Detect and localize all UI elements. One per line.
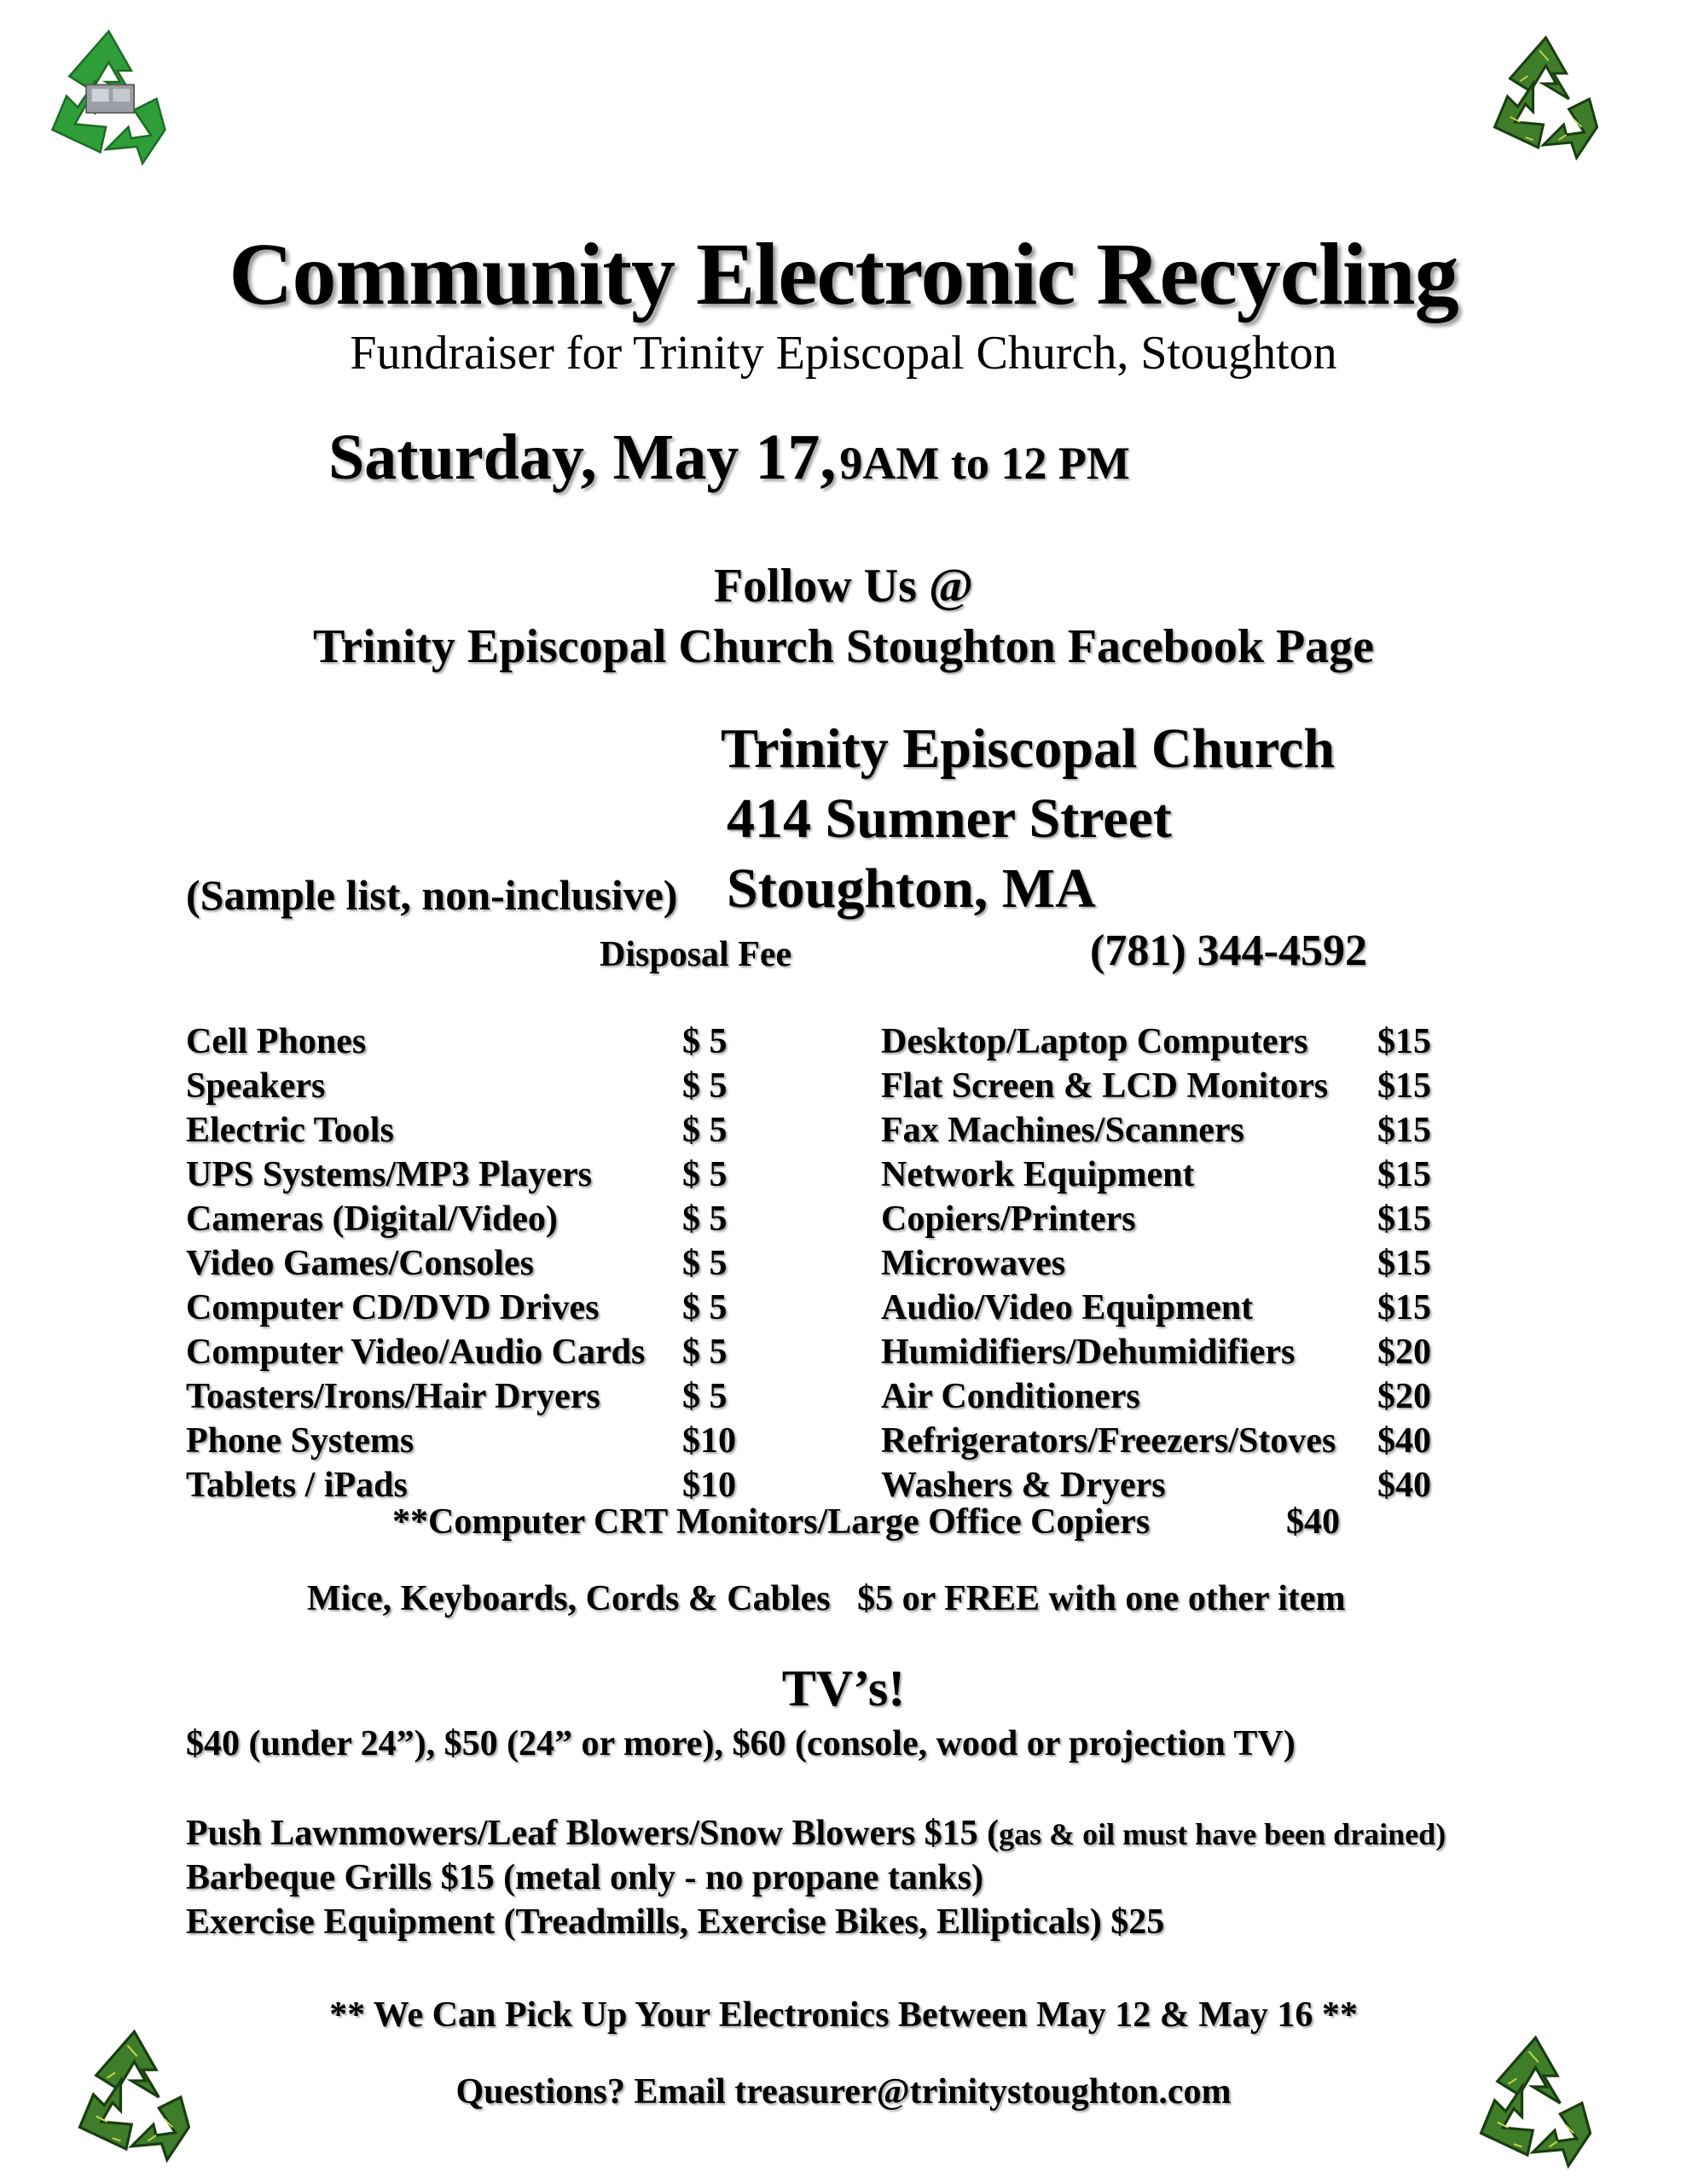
left-item-name: Toasters/Irons/Hair Dryers (186, 1377, 600, 1416)
facebook-page: Trinity Episcopal Church Stoughton Facebook Page (312, 620, 1375, 673)
left-item-name: Speakers (186, 1066, 326, 1106)
mowers-line (186, 1813, 1446, 1854)
contact-email: Questions? Email treasurer@trinitystoughton.com (455, 2072, 1232, 2111)
tv-prices: $40 (under 24”), $50 (24” or more), $60 (console, wood or projection TV) (186, 1724, 1296, 1763)
follow-heading: Follow Us @ (713, 560, 974, 613)
right-item-price: $15 (1377, 1155, 1431, 1194)
fee-label: Disposal Fee (600, 935, 792, 974)
mowers-text: Push Lawnmowers/Leaf Blowers/Snow Blowers $15 ( (186, 1814, 1000, 1853)
event-day: Saturday, May 17, (328, 421, 837, 493)
right-item-price: $15 (1377, 1288, 1431, 1327)
right-item-price: $15 (1377, 1244, 1431, 1283)
left-item-name: Video Games/Consoles (186, 1244, 534, 1283)
mice-item: Mice, Keyboards, Cords & Cables (307, 1579, 831, 1618)
list-note: (Sample list, non-inclusive) (186, 871, 678, 919)
left-item-name: UPS Systems/MP3 Players (186, 1155, 592, 1194)
left-item-price: $ 5 (682, 1199, 728, 1239)
right-item-price: $15 (1377, 1199, 1431, 1239)
mice-price: $5 or FREE with one other item (857, 1579, 1346, 1618)
right-item-price: $40 (1377, 1466, 1431, 1505)
exercise-line: Exercise Equipment (Treadmills, Exercise Bikes, Ellipticals) $25 (186, 1902, 1165, 1942)
right-item-price: $20 (1377, 1377, 1431, 1416)
right-item-name: Air Conditioners (881, 1377, 1140, 1416)
left-item-price: $ 5 (682, 1111, 728, 1150)
right-item-name: Microwaves (881, 1244, 1066, 1283)
left-item-name: Phone Systems (186, 1421, 415, 1461)
recycle-icon (34, 26, 183, 166)
right-item-name: Humidifiers/Dehumidifiers (881, 1333, 1296, 1372)
left-item-name: Cell Phones (186, 1022, 367, 1061)
mice-line (307, 1578, 1346, 1619)
left-item-price: $ 5 (682, 1377, 728, 1416)
left-item-price: $ 5 (682, 1066, 728, 1106)
church-name: Trinity Episcopal Church (721, 717, 1336, 780)
event-date (328, 421, 1130, 495)
grills-line: Barbeque Grills $15 (metal only - no propane tanks) (186, 1858, 983, 1897)
church-street: 414 Sumner Street (727, 787, 1172, 850)
left-item-price: $ 5 (682, 1155, 728, 1194)
left-item-price: $ 5 (682, 1288, 728, 1327)
church-city: Stoughton, MA (727, 857, 1096, 920)
left-item-name: Electric Tools (186, 1111, 394, 1150)
right-item-price: $15 (1377, 1022, 1431, 1061)
left-item-price: $ 5 (682, 1333, 728, 1372)
mowers-note: gas & oil must have been drained) (999, 1817, 1446, 1851)
pickup-notice: ** We Can Pick Up Your Electronics Between May 12 & May 16 ** (329, 1995, 1358, 2035)
right-item-name: Audio/Video Equipment (881, 1288, 1254, 1327)
right-item-name: Network Equipment (881, 1155, 1195, 1194)
page-title: Community Electronic Recycling (229, 225, 1458, 323)
left-item-price: $ 5 (682, 1244, 728, 1283)
left-item-name: Computer Video/Audio Cards (186, 1333, 646, 1372)
recycle-icon (1480, 32, 1612, 160)
right-item-name: Desktop/Laptop Computers (881, 1022, 1308, 1061)
right-item-name: Refrigerators/Freezers/Stoves (881, 1421, 1336, 1461)
right-item-name: Copiers/Printers (881, 1199, 1136, 1239)
tv-heading: TV’s! (781, 1660, 906, 1716)
left-item-name: Cameras (Digital/Video) (186, 1199, 558, 1239)
page-subtitle: Fundraiser for Trinity Episcopal Church, Stoughton (350, 327, 1337, 380)
right-item-price: $15 (1377, 1066, 1431, 1106)
right-item-name: Flat Screen & LCD Monitors (881, 1066, 1329, 1106)
left-item-price: $10 (682, 1421, 736, 1461)
left-item-price: $ 5 (682, 1022, 728, 1061)
church-phone: (781) 344-4592 (1090, 926, 1367, 975)
left-item-name: Computer CD/DVD Drives (186, 1288, 600, 1327)
crt-item: **Computer CRT Monitors/Large Office Copiers (392, 1502, 1151, 1542)
right-item-price: $40 (1377, 1421, 1431, 1461)
right-item-name: Washers & Dryers (881, 1466, 1166, 1505)
right-item-name: Fax Machines/Scanners (881, 1111, 1244, 1150)
right-item-price: $15 (1377, 1111, 1431, 1150)
left-item-price: $10 (682, 1466, 736, 1505)
right-item-price: $20 (1377, 1333, 1431, 1372)
event-time: 9AM to 12 PM (839, 438, 1130, 489)
left-item-name: Tablets / iPads (186, 1466, 408, 1505)
crt-price: $40 (1286, 1502, 1340, 1542)
